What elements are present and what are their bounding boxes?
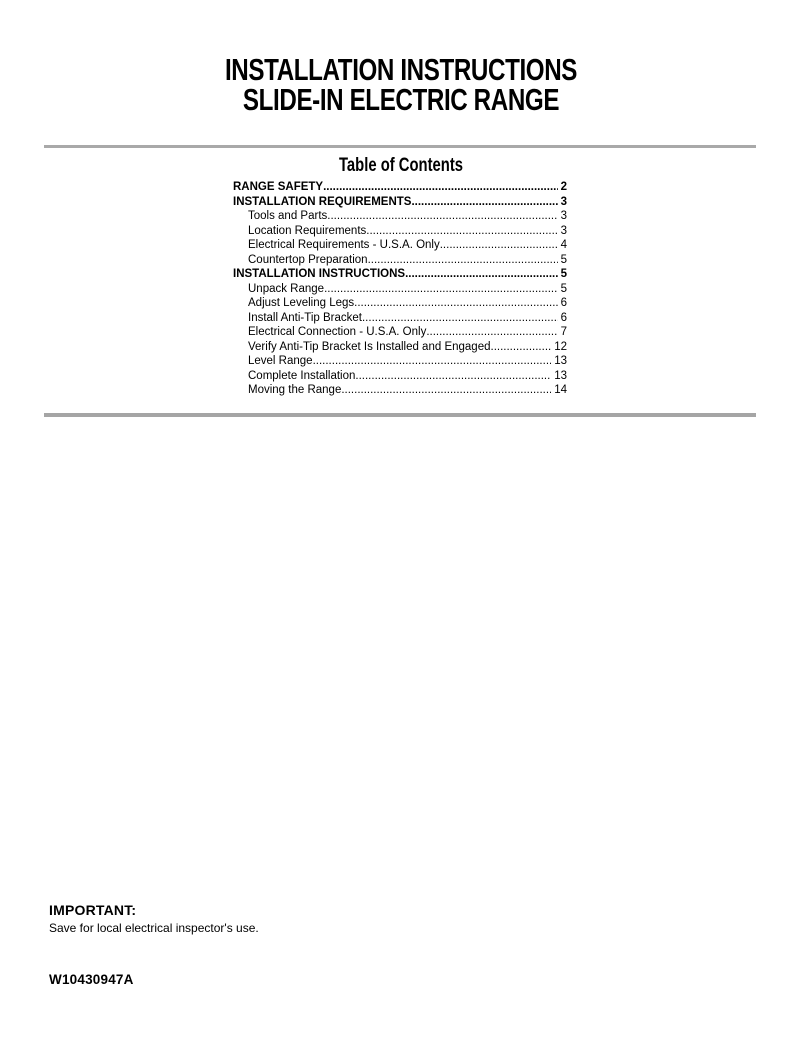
toc-page-number: 14 (554, 384, 567, 396)
toc-row (233, 238, 567, 253)
important-section (49, 902, 259, 935)
toc-entry-label: INSTALLATION REQUIREMENTS (233, 195, 412, 208)
toc-row (233, 311, 567, 326)
toc-dot-leader (323, 180, 558, 195)
toc-dot-leader (362, 311, 558, 326)
toc-dot-leader (411, 195, 557, 210)
toc-page-number: 5 (560, 253, 567, 266)
toc-row (233, 267, 567, 282)
toc-dot-leader (313, 354, 552, 369)
toc-dot-leader (324, 282, 558, 297)
toc-dot-leader (366, 224, 557, 239)
toc-dot-leader (341, 383, 551, 398)
toc-row (233, 195, 567, 210)
toc-page-number: 3 (560, 195, 567, 208)
toc-entry-label: Install Anti-Tip Bracket (248, 311, 362, 324)
important-note: Save for local electrical inspector's use. (49, 921, 259, 935)
toc-row (233, 209, 567, 224)
toc-row (233, 224, 567, 239)
toc-entry-label: Electrical Requirements - U.S.A. Only (248, 239, 440, 251)
toc-dot-leader (405, 267, 558, 282)
toc-row (233, 369, 567, 384)
toc-entry-label: Tools and Parts (248, 210, 328, 222)
toc-row (233, 180, 567, 195)
toc-page-number: 12 (554, 340, 567, 353)
toc-entry-label: INSTALLATION INSTRUCTIONS (233, 268, 406, 280)
toc-entry-label: Electrical Connection - U.S.A. Only (248, 326, 427, 338)
toc-row (233, 383, 567, 398)
toc-page-number: 5 (560, 282, 567, 295)
toc-heading: Table of Contents (338, 155, 464, 176)
table-of-contents (233, 180, 567, 398)
important-label: IMPORTANT: (49, 902, 137, 918)
toc-page-number: 6 (560, 297, 567, 309)
toc-page-number: 2 (560, 181, 567, 193)
toc-entry-label: Moving the Range (248, 384, 342, 396)
toc-dot-leader (354, 296, 557, 311)
toc-row (233, 340, 567, 355)
toc-dot-leader (426, 325, 557, 340)
toc-dot-leader (440, 238, 558, 253)
part-number: W10430947A (49, 972, 134, 987)
toc-entry-label: Level Range (248, 355, 313, 367)
document-title-line1: INSTALLATION INSTRUCTIONS (224, 52, 578, 87)
toc-page-number: 3 (560, 224, 567, 237)
document-title (88, 52, 714, 117)
toc-dot-leader (327, 209, 557, 224)
toc-page-number: 5 (560, 268, 567, 280)
toc-entry-label: Countertop Preparation (248, 253, 368, 266)
toc-entry-label: Unpack Range (248, 282, 325, 295)
toc-dot-leader (491, 340, 552, 355)
document-title-line2: SLIDE-IN ELECTRIC RANGE (242, 82, 560, 117)
toc-page-number: 6 (560, 311, 567, 324)
toc-row (233, 325, 567, 340)
toc-row (233, 354, 567, 369)
toc-entry-label: Adjust Leveling Legs (248, 297, 355, 309)
bottom-divider (44, 413, 756, 417)
toc-dot-leader (368, 253, 558, 268)
toc-entry-label: Verify Anti-Tip Bracket Is Installed and Engaged (248, 340, 491, 353)
toc-page-number: 13 (554, 355, 567, 367)
toc-row (233, 282, 567, 297)
toc-row (233, 296, 567, 311)
toc-page-number: 4 (560, 239, 567, 251)
toc-page-number: 7 (560, 326, 567, 338)
toc-row (233, 253, 567, 268)
top-divider (44, 145, 756, 148)
toc-page-number: 3 (560, 210, 567, 222)
toc-dot-leader (355, 369, 551, 384)
toc-entry-label: RANGE SAFETY (233, 181, 324, 193)
toc-page-number: 13 (554, 369, 567, 382)
toc-entry-label: Location Requirements (248, 224, 367, 237)
toc-entry-label: Complete Installation (248, 369, 356, 382)
